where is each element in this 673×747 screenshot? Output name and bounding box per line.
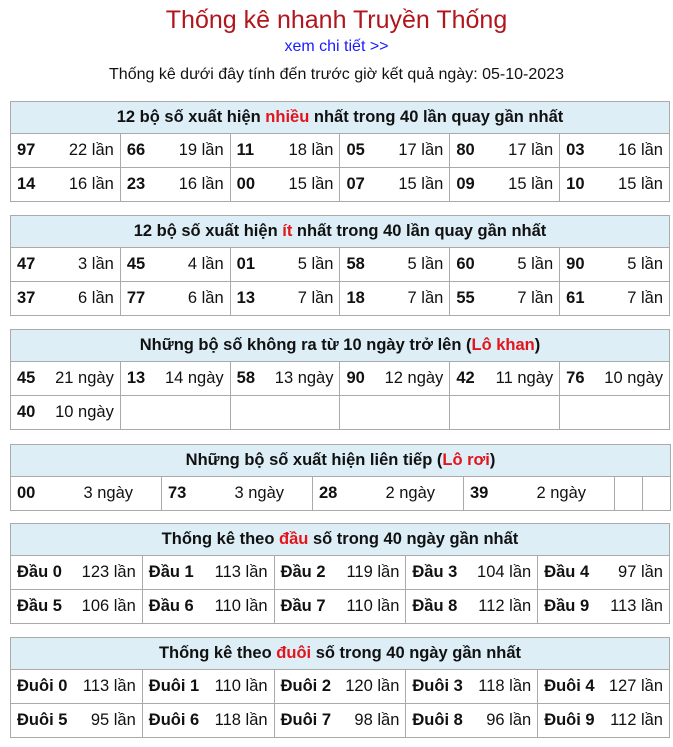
head-count: 104 lần — [477, 563, 532, 581]
stat-cell — [230, 282, 340, 316]
pair-number: 37 — [17, 289, 36, 307]
most-frequent-header: 12 bộ số xuất hiện nhiều nhất trong 40 lần quay gần nhất — [11, 102, 670, 134]
pair-days: 11 ngày — [495, 369, 554, 387]
stat-cell — [230, 134, 340, 168]
stat-cell — [120, 282, 230, 316]
pair-count: 5 lần — [627, 255, 663, 273]
lo-khan-header: Những bộ số không ra từ 10 ngày trở lên (Lô khan) — [11, 330, 670, 362]
table-row — [11, 590, 670, 624]
stat-cell — [340, 134, 450, 168]
pair-days: 2 ngày — [385, 484, 435, 502]
pair-number: 13 — [126, 369, 146, 387]
pair-days: 2 ngày — [536, 484, 586, 502]
stat-cell — [274, 556, 406, 590]
stat-cell — [406, 590, 538, 624]
pair-count: 7 lần — [627, 289, 663, 307]
most-frequent-table — [10, 101, 670, 202]
stat-cell — [406, 670, 538, 704]
dau-table — [10, 523, 670, 624]
head-count: 113 lần — [214, 563, 268, 581]
stat-cell — [142, 670, 274, 704]
tail-digit: Đuôi 7 — [280, 711, 332, 729]
pair-count: 17 lần — [508, 141, 554, 159]
stat-cell — [230, 248, 340, 282]
detail-link[interactable]: xem chi tiết >> — [284, 38, 389, 55]
stat-cell — [450, 362, 560, 396]
stat-cell — [142, 556, 274, 590]
empty-cell — [230, 396, 340, 430]
pair-number: 76 — [566, 369, 585, 387]
table-row — [11, 396, 670, 430]
stat-cell — [538, 590, 670, 624]
stat-cell — [560, 282, 670, 316]
pair-count: 15 lần — [398, 175, 444, 193]
stat-cell — [450, 168, 560, 202]
head-count: 110 lần — [214, 597, 268, 615]
pair-count: 22 lần — [68, 141, 114, 159]
table-row — [11, 168, 670, 202]
tail-count: 113 lần — [82, 677, 136, 695]
head-digit: Đầu 5 — [17, 597, 62, 615]
pair-days: 13 ngày — [274, 369, 334, 387]
pair-count: 7 lần — [517, 289, 554, 307]
stat-cell — [340, 248, 450, 282]
stat-cell — [538, 704, 670, 738]
empty-cell — [450, 396, 560, 430]
stat-cell — [538, 670, 670, 704]
head-digit: Đầu 3 — [412, 563, 458, 581]
table-row — [11, 670, 670, 704]
pair-number: 39 — [470, 484, 489, 502]
tail-digit: Đuôi 2 — [280, 677, 332, 695]
pair-count: 7 lần — [297, 289, 334, 307]
table-row — [11, 134, 670, 168]
tail-digit: Đuôi 3 — [412, 677, 463, 695]
stat-cell — [11, 556, 143, 590]
head-count: 112 lần — [478, 597, 532, 615]
stat-cell — [450, 134, 560, 168]
least-frequent-header: 12 bộ số xuất hiện ít nhất trong 40 lần quay gần nhất — [11, 216, 670, 248]
stat-cell — [464, 477, 615, 511]
dau-header: Thống kê theo đầu số trong 40 ngày gần nhất — [11, 524, 670, 556]
tail-digit: Đuôi 5 — [17, 711, 68, 729]
pair-days: 10 ngày — [55, 403, 114, 421]
pair-number: 03 — [566, 141, 585, 159]
page-title: Thống kê nhanh Truyền Thống — [165, 6, 508, 34]
pair-number: 77 — [126, 289, 146, 307]
stat-cell — [230, 362, 340, 396]
pair-count: 5 lần — [407, 255, 444, 273]
pair-number: 45 — [126, 255, 146, 273]
pair-count: 5 lần — [297, 255, 334, 273]
pair-days: 3 ngày — [234, 484, 284, 502]
table-row — [11, 248, 670, 282]
duoi-table — [10, 637, 670, 738]
pair-count: 16 lần — [618, 141, 663, 159]
stat-cell — [120, 168, 230, 202]
pair-number: 90 — [566, 255, 585, 273]
stat-cell — [340, 282, 450, 316]
detail-link-wrap — [0, 38, 673, 62]
duoi-header: Thống kê theo đuôi số trong 40 ngày gần nhất — [11, 638, 670, 670]
head-count: 106 lần — [81, 597, 136, 615]
pair-number: 60 — [456, 255, 475, 273]
pair-number: 11 — [236, 141, 255, 159]
tail-count: 118 lần — [214, 711, 268, 729]
stat-cell — [11, 362, 121, 396]
stat-cell — [560, 168, 670, 202]
pair-days: 21 ngày — [55, 369, 114, 387]
pair-number: 07 — [346, 175, 365, 193]
pair-number: 90 — [346, 369, 365, 387]
stat-cell — [142, 704, 274, 738]
pair-number: 18 — [346, 289, 365, 307]
pair-number: 00 — [17, 484, 36, 502]
table-row — [11, 282, 670, 316]
tail-digit: Đuôi 1 — [148, 677, 200, 695]
pair-count: 19 lần — [178, 141, 224, 159]
pair-count: 15 lần — [288, 175, 334, 193]
stat-cell — [560, 362, 670, 396]
pair-number: 42 — [456, 369, 475, 387]
tail-count: 95 lần — [90, 711, 136, 729]
tail-count: 118 lần — [478, 677, 532, 695]
table-row — [11, 704, 670, 738]
tail-digit: Đuôi 9 — [544, 711, 595, 729]
stat-cell — [11, 590, 143, 624]
pair-count: 15 lần — [618, 175, 663, 193]
pair-days: 12 ngày — [384, 369, 444, 387]
tail-count: 98 lần — [354, 711, 400, 729]
tail-count: 112 lần — [610, 711, 663, 729]
pair-count: 7 lần — [407, 289, 444, 307]
pair-count: 6 lần — [78, 289, 114, 307]
pair-number: 80 — [456, 141, 475, 159]
pair-count: 18 lần — [288, 141, 334, 159]
pair-number: 00 — [236, 175, 256, 193]
head-digit: Đầu 1 — [148, 563, 194, 581]
pair-count: 3 lần — [78, 255, 114, 273]
pair-count: 4 lần — [187, 255, 224, 273]
pair-count: 5 lần — [517, 255, 554, 273]
stat-cell — [274, 670, 406, 704]
stat-cell — [11, 168, 121, 202]
head-count: 113 lần — [610, 597, 663, 615]
pair-number: 10 — [566, 175, 585, 193]
pair-number: 40 — [17, 403, 36, 421]
stat-cell — [120, 362, 230, 396]
tail-count: 110 lần — [214, 677, 268, 695]
empty-cell — [120, 396, 230, 430]
tail-digit: Đuôi 0 — [17, 677, 68, 695]
stat-cell — [406, 704, 538, 738]
tail-count: 96 lần — [486, 711, 532, 729]
tail-digit: Đuôi 6 — [148, 711, 200, 729]
pair-number: 01 — [236, 255, 256, 273]
pair-days: 14 ngày — [164, 369, 224, 387]
stat-cell — [450, 248, 560, 282]
head-digit: Đầu 9 — [544, 597, 590, 615]
stat-cell — [450, 282, 560, 316]
pair-number: 14 — [17, 175, 36, 193]
pair-number: 66 — [126, 141, 146, 159]
stat-cell — [162, 477, 313, 511]
stat-cell — [11, 477, 162, 511]
stat-cell — [538, 556, 670, 590]
table-row — [11, 556, 670, 590]
stat-cell — [11, 704, 143, 738]
pair-number: 05 — [346, 141, 365, 159]
pair-number: 09 — [456, 175, 475, 193]
head-digit: Đầu 0 — [17, 563, 62, 581]
head-digit: Đầu 2 — [280, 563, 326, 581]
stat-cell — [560, 248, 670, 282]
lo-roi-header: Những bộ số xuất hiện liên tiếp (Lô rơi) — [11, 445, 671, 477]
pair-number: 23 — [126, 175, 146, 193]
empty-cell — [643, 477, 671, 511]
head-digit: Đầu 4 — [544, 563, 590, 581]
stat-cell — [230, 168, 340, 202]
stat-cell — [340, 362, 450, 396]
pair-number: 61 — [566, 289, 585, 307]
pair-number: 97 — [17, 141, 36, 159]
head-digit: Đầu 8 — [412, 597, 458, 615]
stat-cell — [340, 168, 450, 202]
head-count: 110 lần — [346, 597, 400, 615]
pair-number: 47 — [17, 255, 36, 273]
empty-cell — [560, 396, 670, 430]
empty-cell — [615, 477, 643, 511]
stat-cell — [313, 477, 464, 511]
lo-khan-table — [10, 329, 670, 430]
empty-cell — [340, 396, 450, 430]
head-digit: Đầu 7 — [280, 597, 326, 615]
lo-roi-table — [10, 444, 671, 511]
head-digit: Đầu 6 — [148, 597, 194, 615]
stat-cell — [142, 590, 274, 624]
tail-digit: Đuôi 8 — [412, 711, 463, 729]
pair-number: 13 — [236, 289, 256, 307]
pair-number: 45 — [17, 369, 36, 387]
table-row — [11, 477, 671, 511]
least-frequent-table — [10, 215, 670, 316]
stat-cell — [120, 248, 230, 282]
head-count: 97 lần — [618, 563, 663, 581]
stat-cell — [11, 134, 121, 168]
pair-count: 6 lần — [187, 289, 224, 307]
pair-number: 55 — [456, 289, 475, 307]
pair-count: 16 lần — [178, 175, 224, 193]
stat-cell — [274, 590, 406, 624]
pair-days: 3 ngày — [83, 484, 133, 502]
stat-cell — [11, 248, 121, 282]
pair-number: 73 — [168, 484, 187, 502]
head-count: 123 lần — [81, 563, 136, 581]
tail-digit: Đuôi 4 — [544, 677, 595, 695]
head-count: 119 lần — [346, 563, 400, 581]
pair-count: 17 lần — [398, 141, 444, 159]
pair-number: 58 — [236, 369, 256, 387]
stat-cell — [120, 134, 230, 168]
date-subtitle: Thống kê dưới đây tính đến trước giờ kết quả ngày: 05-10-2023 — [109, 66, 564, 83]
stat-cell — [406, 556, 538, 590]
pair-number: 58 — [346, 255, 365, 273]
stat-cell — [274, 704, 406, 738]
stat-cell — [11, 670, 143, 704]
pair-number: 28 — [319, 484, 338, 502]
tail-count: 120 lần — [345, 677, 400, 695]
pair-count: 15 lần — [508, 175, 554, 193]
pair-days: 10 ngày — [604, 369, 663, 387]
stat-cell — [11, 282, 121, 316]
pair-count: 16 lần — [68, 175, 114, 193]
stat-cell — [11, 396, 121, 430]
stat-cell — [560, 134, 670, 168]
tail-count: 127 lần — [608, 677, 663, 695]
table-row — [11, 362, 670, 396]
